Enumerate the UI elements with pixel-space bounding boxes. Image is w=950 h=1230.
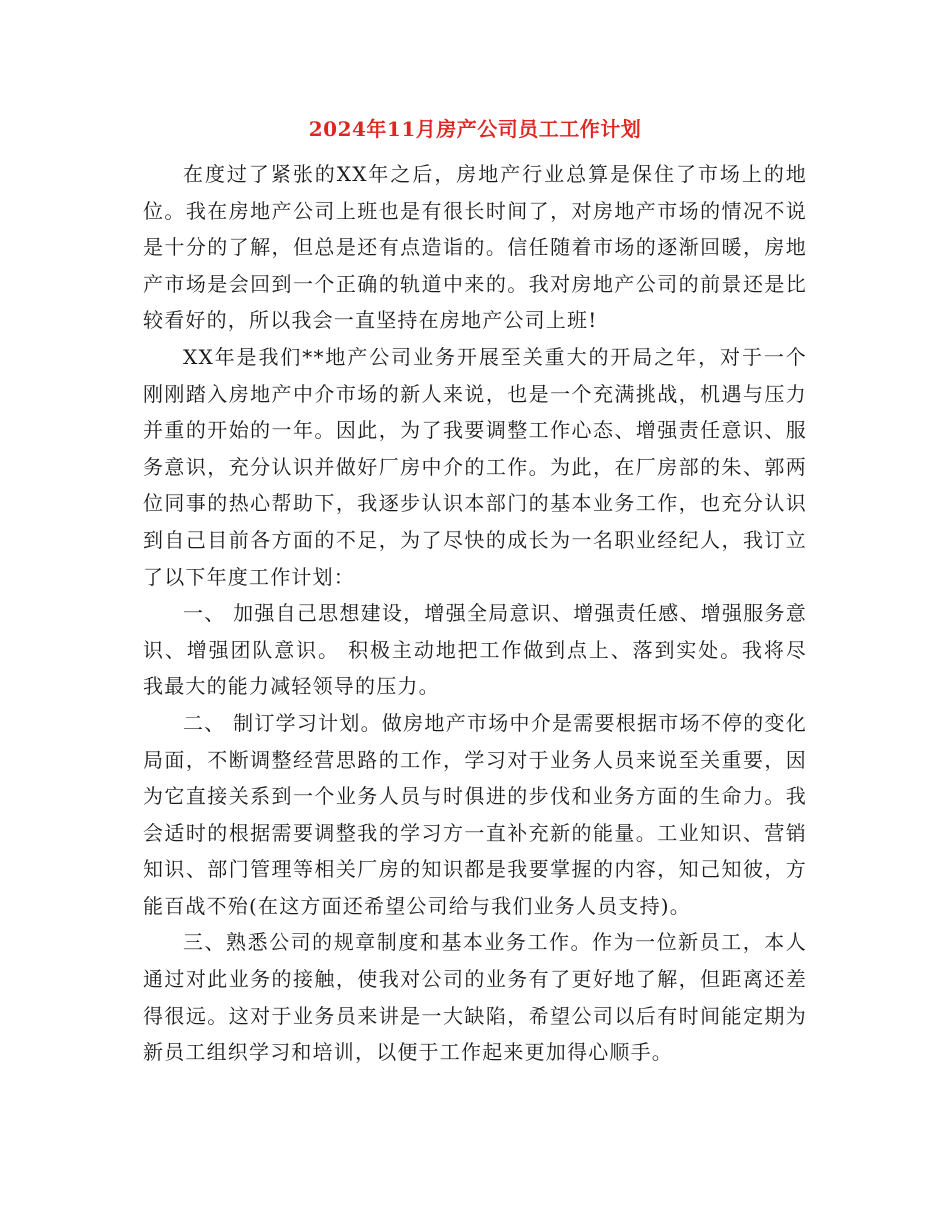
paragraph-intro: 在度过了紧张的XX年之后，房地产行业总算是保住了市场上的地位。我在房地产公司上班也是有很长时间了，对房地产市场的情况不说是十分的了解，但总是还有点造诣的。信任随着市场的逐渐回暖，房地产市场是会回到一个正确的轨道中来的。我对房地产公司的前景还是比较看好的，所以我会一直坚持在房地产公司上班! [143,162,807,333]
paragraph-item-2: 二、 制订学习计划。做房地产市场中介是需要根据市场不停的变化局面，不断调整经营思路的工作，学习对于业务人员来说至关重要，因为它直接关系到一个业务人员与时俱进的步伐和业务方面的生命力。我会适时的根据需要调整我的学习方一直补充新的能量。工业知识、营销知识、部门管理等相关厂房的知识都是我要掌握的内容，知己知彼，方能百战不殆(在这方面还希望公司给与我们业务人员支持)。 [143,710,807,918]
paragraph-background: XX年是我们**地产公司业务开展至关重大的开局之年，对于一个刚刚踏入房地产中介市场的新人来说，也是一个充满挑战，机遇与压力并重的开始的一年。因此，为了我要调整工作心态、增强责任意识、服务意识，充分认识并做好厂房中介的工作。为此，在厂房部的朱、郭两位同事的热心帮助下，我逐步认识本部门的基本业务工作，也充分认识到自己目前各方面的不足，为了尽快的成长为一名职业经纪人，我订立了以下年度工作计划： [143,344,807,589]
document-body [143,156,807,1071]
document-title: 2024年11月房产公司员工工作计划 [308,117,642,141]
paragraph-item-1: 一、 加强自己思想建设，增强全局意识、增强责任感、增强服务意识、增强团队意识。 积极主动地把工作做到点上、落到实处。我将尽我最大的能力减轻领导的压力。 [143,601,807,699]
paragraph-item-3: 三、熟悉公司的规章制度和基本业务工作。作为一位新员工，本人通过对此业务的接触，使我对公司的业务有了更好地了解，但距离还差得很远。这对于业务员来讲是一大缺陷，希望公司以后有时间能定期为新员工组织学习和培训，以便于工作起来更加得心顺手。 [143,930,807,1065]
